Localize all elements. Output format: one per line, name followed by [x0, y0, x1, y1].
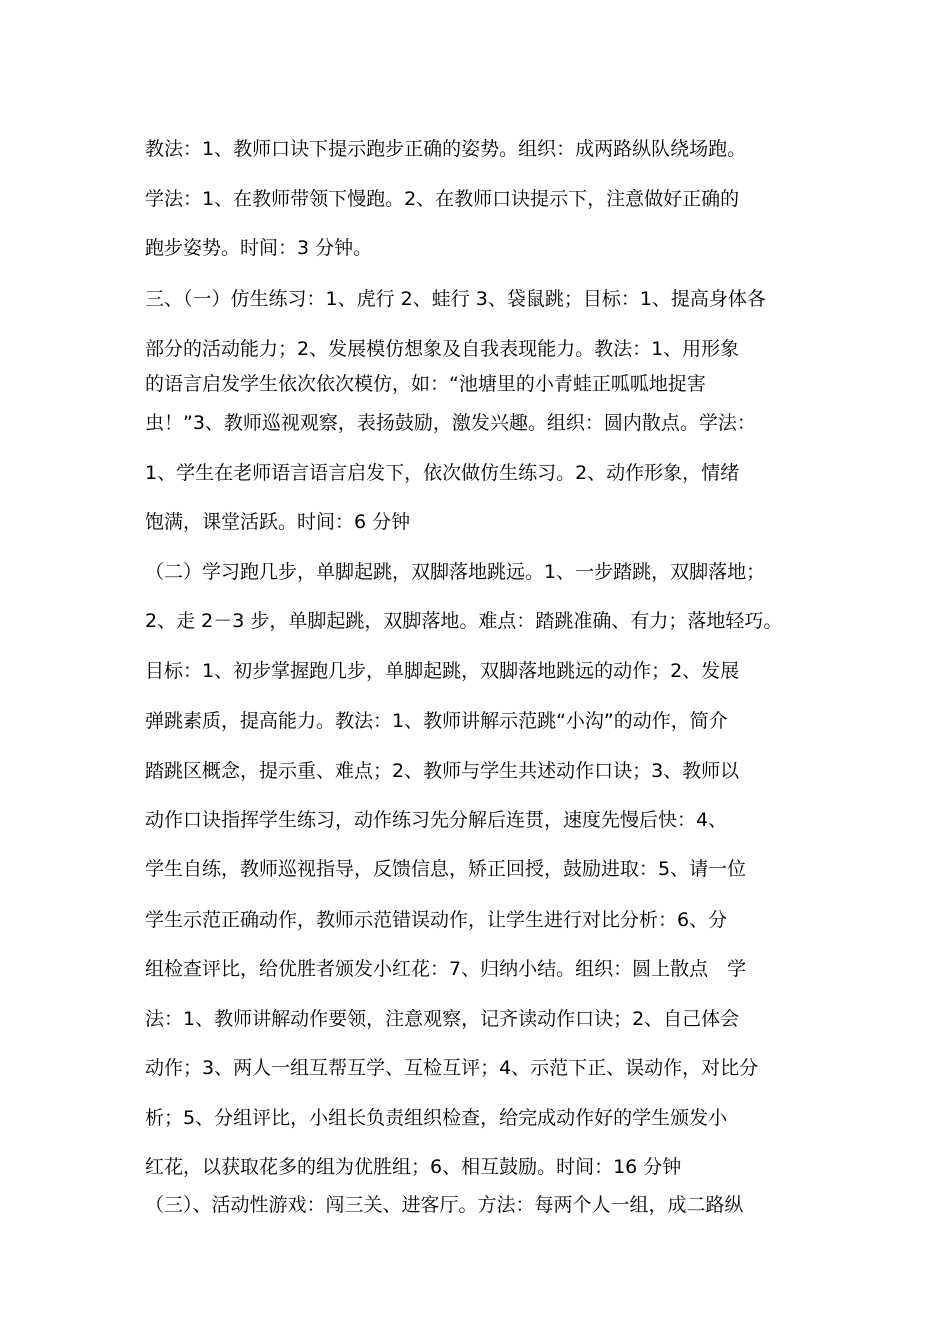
text-line: 法：1、教师讲解动作要领，注意观察，记齐读动作口诀；2、自己体会 [145, 1008, 740, 1030]
text-line: 部分的活动能力；2、发展模仿想象及自我表现能力。教法：1、用形象 [145, 338, 740, 360]
text-line: 组检查评比，给优胜者颁发小红花：7、归纳小结。组织：圆上散点 学 [145, 958, 747, 980]
text-line: 教法：1、教师口诀下提示跑步正确的姿势。组织：成两路纵队绕场跑。 [145, 138, 747, 160]
text-line: 弹跳素质，提高能力。教法：1、教师讲解示范跳“小沟”的动作，简介 [145, 710, 728, 732]
text-line: 学生示范正确动作，教师示范错误动作，让学生进行对比分析：6、分 [145, 909, 728, 931]
text-line: 2、走 2－3 步，单脚起跳，双脚落地。难点：踏跳准确、有力；落地轻巧。 [145, 610, 783, 632]
text-line: 动作；3、两人一组互帮互学、互检互评；4、示范下正、误动作，对比分 [145, 1057, 759, 1079]
text-line: 动作口诀指挥学生练习，动作练习先分解后连贯，速度先慢后快：4、 [145, 809, 728, 831]
text-line: 饱满，课堂活跃。时间：6 分钟 [145, 511, 411, 533]
text-line: 学法：1、在教师带领下慢跑。2、在教师口诀提示下，注意做好正确的 [145, 188, 740, 210]
text-line: 三、（一）仿生练习：1、虎行 2、蛙行 3、袋鼠跳；目标：1、提高身体各 [145, 288, 766, 310]
text-line: 虫！”3、教师巡视观察，表扬鼓励，激发兴趣。组织：圆内散点。学法： [145, 412, 756, 434]
text-line: 红花，以获取花多的组为优胜组；6、相互鼓励。时间：16 分钟 [145, 1156, 682, 1178]
text-line: 析；5、分组评比，小组长负责组织检查，给完成动作好的学生颁发小 [145, 1107, 728, 1129]
text-line: 目标：1、初步掌握跑几步，单脚起跳，双脚落地跳远的动作；2、发展 [145, 660, 740, 682]
text-line: 学生自练，教师巡视指导，反馈信息，矫正回授，鼓励进取：5、请一位 [145, 858, 747, 880]
text-line: 踏跳区概念，提示重、难点；2、教师与学生共述动作口诀；3、教师以 [145, 760, 740, 782]
text-line: （二）学习跑几步，单脚起跳，双脚落地跳远。1、一步踏跳，双脚落地； [145, 561, 766, 583]
text-line: 跑步姿势。时间：3 分钟。 [145, 237, 373, 259]
text-line: 1、学生在老师语言语言启发下，依次做仿生练习。2、动作形象，情绪 [145, 462, 740, 484]
text-line: 的语言启发学生依次依次模仿，如：“池塘里的小青蛙正呱呱地捉害 [145, 373, 706, 395]
text-line: （三）、活动性游戏：闯三关、进客厅。方法：每两个人一组，成二路纵 [145, 1194, 744, 1216]
